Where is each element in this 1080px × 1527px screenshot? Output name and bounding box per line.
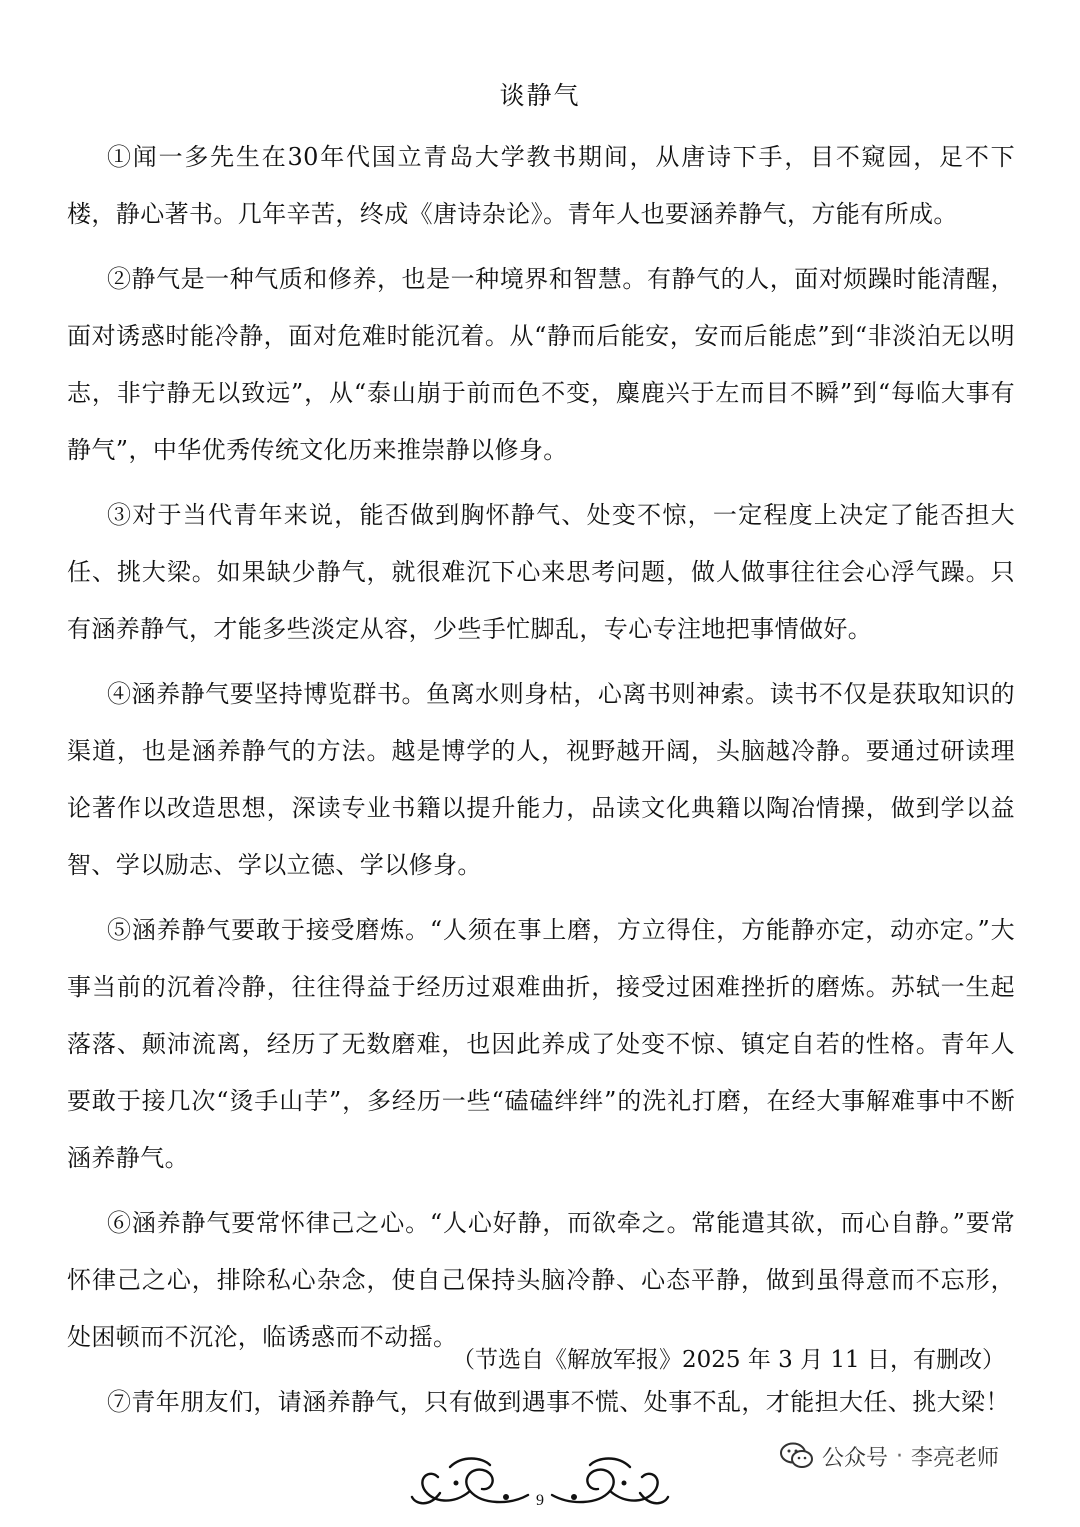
source-citation: （节选自《解放军报》2025 年 3 月 11 日，有删改） bbox=[452, 1347, 1005, 1373]
watermark-separator: · bbox=[896, 1443, 904, 1469]
wechat-icon bbox=[780, 1442, 814, 1470]
page-number-ornament bbox=[410, 1447, 670, 1515]
paragraph-5: ⑤涵养静气要敢于接受磨炼。“人须在事上磨，方立得住，方能静亦定，动亦定。”大事当前的沉着冷静，往往得益于经历过艰难曲折，接受过困难挫折的磨炼。苏轼一生起落落、颠沛流离，经历了无数磨难，也因此养成了处变不惊、镇定自若的性格。青年人要敢于接几次“烫手山芋”，多经历一些“磕磕绊绊”的洗礼打磨，在经大事解难事中不断涵养静气。 bbox=[67, 916, 1015, 1172]
paragraph-7: ⑦青年朋友们，请涵养静气，只有做到遇事不慌、处事不乱，才能担大任、挑大梁！ bbox=[107, 1388, 1010, 1416]
paragraph-1: ①闻一多先生在30年代国立青岛大学教书期间，从唐诗下手，目不窥园，足不下楼，静心著书。几年辛苦，终成《唐诗杂论》。青年人也要涵养静气，方能有所成。 bbox=[67, 143, 1015, 228]
article-body bbox=[67, 129, 1015, 1439]
article-title: 谈静气 bbox=[499, 81, 581, 110]
page-number: 9 bbox=[536, 1492, 544, 1509]
paragraph-2: ②静气是一种气质和修养，也是一种境界和智慧。有静气的人，面对烦躁时能清醒，面对诱惑时能冷静，面对危难时能沉着。从“静而后能安，安而后能虑”到“非淡泊无以明志，非宁静无以致远”，从“泰山崩于前而色不变，麋鹿兴于左而目不瞬”到“每临大事有静气”，中华优秀传统文化历来推崇静以修身。 bbox=[67, 265, 1015, 464]
watermark bbox=[780, 1432, 999, 1480]
paragraph-6: ⑥涵养静气要常怀律己之心。“人心好静，而欲牵之。常能遣其欲，而心自静。”要常怀律己之心，排除私心杂念，使自己保持头脑冷静、心态平静，做到虽得意而不忘形，处困顿而不沉沦，临诱惑而不动摇。 bbox=[67, 1209, 1015, 1351]
paragraph-3: ③对于当代青年来说，能否做到胸怀静气、处变不惊，一定程度上决定了能否担大任、挑大梁。如果缺少静气，就很难沉下心来思考问题，做人做事往往会心浮气躁。只有涵养静气，才能多些淡定从容，少些手忙脚乱，专心专注地把事情做好。 bbox=[67, 501, 1015, 643]
watermark-platform: 公众号 bbox=[822, 1445, 889, 1471]
paragraph-4: ④涵养静气要坚持博览群书。鱼离水则身枯，心离书则神索。读书不仅是获取知识的渠道，也是涵养静气的方法。越是博学的人，视野越开阔，头脑越冷静。要通过研读理论著作以改造思想，深读专业书籍以提升能力，品读文化典籍以陶冶情操，做到学以益智、学以励志、学以立德、学以修身。 bbox=[67, 680, 1015, 879]
watermark-author: 李亮老师 bbox=[911, 1445, 1000, 1471]
